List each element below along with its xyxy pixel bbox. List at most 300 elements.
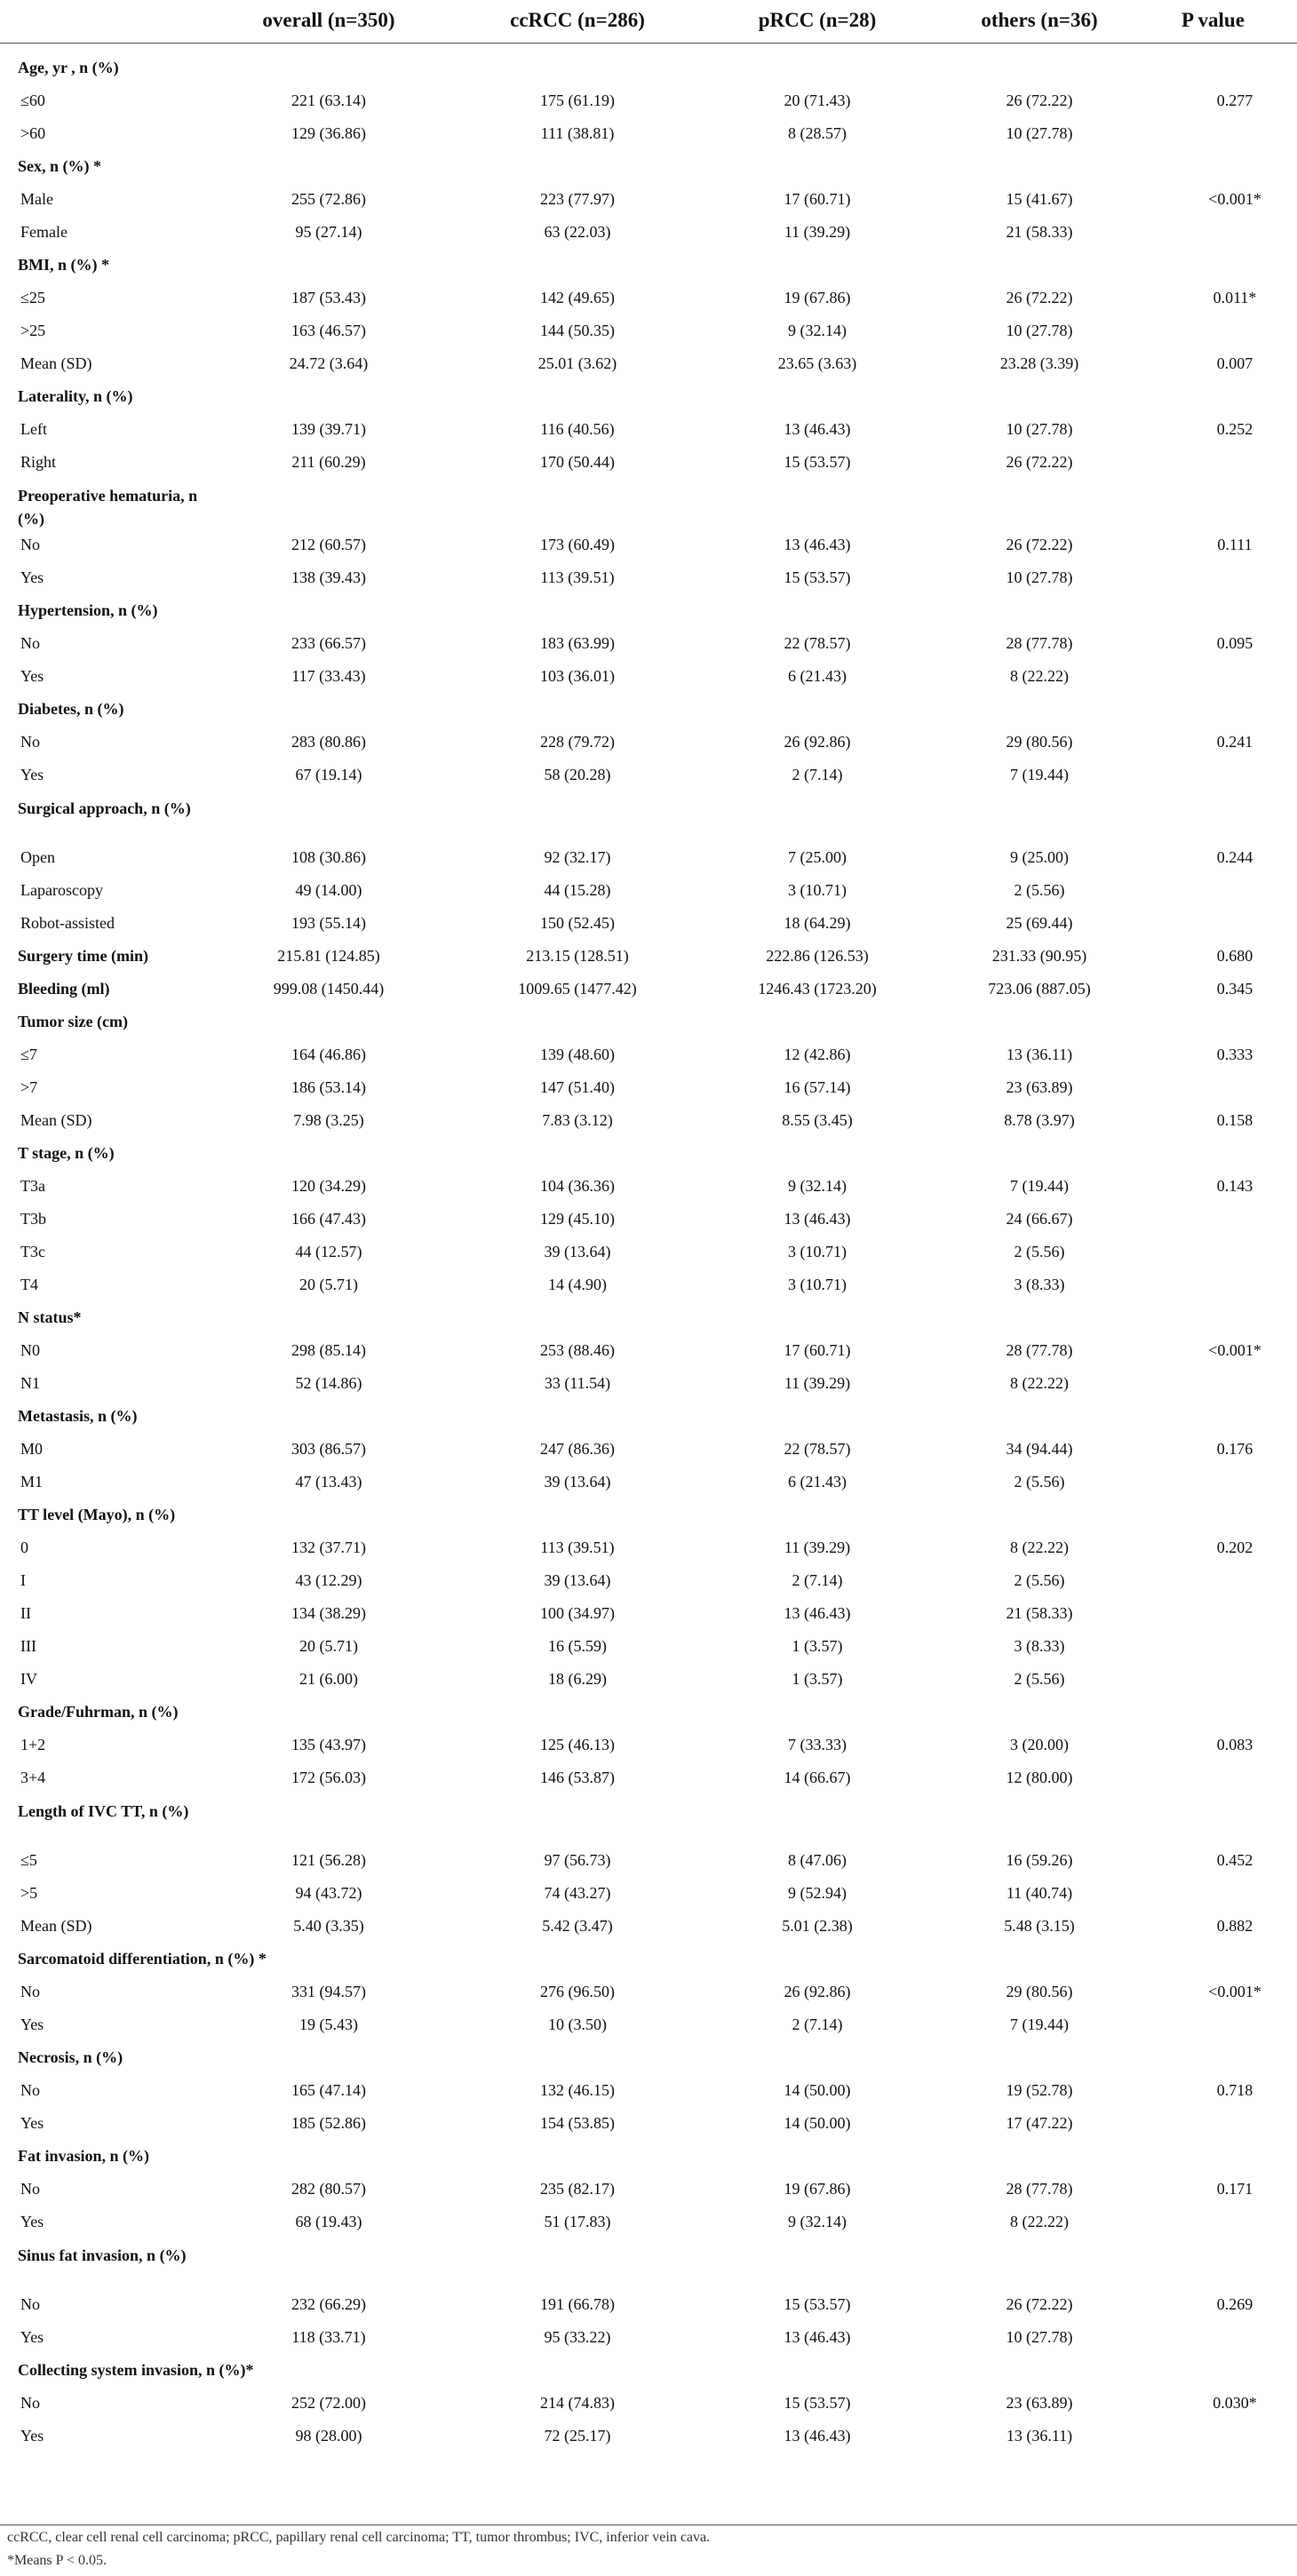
cell-overall: 68 (19.43): [295, 2213, 362, 2230]
table-row: [0, 1844, 1297, 1877]
cell-p-value: [1173, 446, 1297, 479]
cell-prcc: 13 (46.43): [784, 1604, 851, 1622]
row-label: Yes: [20, 2328, 44, 2346]
header-prcc: pRCC (n=28): [758, 9, 877, 31]
section-label: Surgical approach, n (%): [18, 799, 191, 817]
cell-prcc: 3 (10.71): [788, 1276, 847, 1293]
cell-others: 723.06 (887.05): [988, 980, 1091, 998]
header-rule: [0, 43, 1297, 44]
cell-overall: 139 (39.71): [291, 420, 366, 438]
table-row: [0, 413, 1297, 446]
cell-p-value: 0.718: [1216, 2081, 1253, 2099]
row-label: III: [20, 1637, 36, 1655]
cell-prcc: 26 (92.86): [784, 733, 851, 751]
cell-overall: 135 (43.97): [291, 1736, 366, 1753]
cell-prcc: 3 (10.71): [788, 1243, 847, 1260]
cell-overall: 282 (80.57): [291, 2180, 366, 2198]
cell-prcc: 13 (46.43): [784, 420, 851, 438]
cell-prcc: 16 (57.14): [784, 1078, 851, 1096]
cell-overall: 94 (43.72): [295, 1884, 362, 1902]
cell-ccrcc: 125 (46.13): [540, 1736, 615, 1753]
row-label: 1+2: [20, 1736, 46, 1753]
cell-others: 29 (80.56): [1006, 733, 1073, 751]
cell-p-value: 0.269: [1216, 2295, 1253, 2313]
section-label: Necrosis, n (%): [18, 2048, 123, 2066]
cell-overall: 134 (38.29): [291, 1604, 366, 1622]
cell-prcc: 8 (47.06): [788, 1851, 847, 1869]
cell-prcc: 13 (46.43): [784, 2427, 851, 2445]
cell-p-value: 0.244: [1216, 848, 1253, 866]
cell-p-value: [1173, 1268, 1297, 1301]
section-header-row: [0, 1499, 1297, 1531]
row-label: Laparoscopy: [20, 881, 103, 899]
cell-others: 13 (36.11): [1006, 2427, 1073, 2445]
cell-overall: 331 (94.57): [291, 1983, 366, 2000]
table-row: [0, 1170, 1297, 1203]
row-label: T3c: [20, 1243, 45, 1260]
cell-overall: 44 (12.57): [295, 1243, 362, 1260]
table-row: [0, 1433, 1297, 1466]
row-label: Mean (SD): [20, 1917, 92, 1935]
cell-ccrcc: 100 (34.97): [540, 1604, 615, 1622]
cell-ccrcc: 173 (60.49): [540, 536, 615, 553]
section-header-row: [0, 1006, 1297, 1038]
cell-ccrcc: 191 (66.78): [540, 2295, 615, 2313]
section-label: Diabetes, n (%): [18, 700, 124, 718]
cell-prcc: 23.65 (3.63): [777, 354, 857, 372]
cell-ccrcc: 72 (25.17): [544, 2427, 611, 2445]
cell-overall: 283 (80.86): [291, 733, 366, 751]
cell-ccrcc: 276 (96.50): [540, 1983, 615, 2000]
cell-others: 3 (20.00): [1010, 1736, 1069, 1753]
cell-ccrcc: 228 (79.72): [540, 733, 615, 751]
cell-ccrcc: 154 (53.85): [540, 2114, 615, 2132]
cell-prcc: 9 (32.14): [788, 2213, 847, 2230]
table-row: [0, 1071, 1297, 1104]
table-row: [0, 1729, 1297, 1761]
table-row: [0, 2387, 1297, 2420]
cell-p-value: 0.680: [1216, 947, 1253, 965]
cell-others: 21 (58.33): [1006, 1604, 1073, 1622]
table-row: [0, 874, 1297, 907]
cell-prcc: 22 (78.57): [784, 1440, 851, 1458]
cell-ccrcc: 39 (13.64): [544, 1243, 611, 1260]
cell-prcc: 15 (53.57): [784, 568, 851, 586]
cell-others: 10 (27.78): [1006, 2328, 1073, 2346]
cell-ccrcc: 113 (39.51): [540, 1538, 615, 1556]
cell-others: 2 (5.56): [1014, 1473, 1065, 1491]
cell-prcc: 13 (46.43): [784, 1210, 851, 1228]
row-label: I: [20, 1571, 26, 1589]
cell-ccrcc: 25.01 (3.62): [537, 354, 617, 372]
cell-prcc: 9 (52.94): [788, 1884, 847, 1902]
cell-others: 23 (63.89): [1006, 2394, 1073, 2412]
cell-others: 10 (27.78): [1006, 420, 1073, 438]
cell-others: 15 (41.67): [1006, 190, 1073, 208]
cell-others: 17 (47.22): [1006, 2114, 1073, 2132]
cell-p-value: <0.001*: [1208, 1983, 1261, 2000]
cell-others: 2 (5.56): [1014, 1243, 1065, 1260]
table-row: [0, 1466, 1297, 1499]
table-row: [0, 529, 1297, 561]
cell-others: 10 (27.78): [1006, 568, 1073, 586]
row-label: Surgery time (min): [18, 947, 148, 965]
cell-p-value: [1173, 216, 1297, 249]
header-ccrcc: ccRCC (n=286): [510, 9, 645, 31]
cell-prcc: 17 (60.71): [784, 190, 851, 208]
table-header-row: [0, 0, 1297, 41]
cell-p-value: 0.111: [1217, 536, 1253, 553]
cell-prcc: 8 (28.57): [788, 124, 847, 142]
table-row: [0, 973, 1297, 1006]
row-label: Bleeding (ml): [18, 980, 110, 998]
row-label: No: [20, 634, 40, 652]
row-label: Robot-assisted: [20, 914, 115, 932]
table-row: [0, 627, 1297, 660]
header-overall: overall (n=350): [262, 9, 395, 31]
cell-overall: 21 (6.00): [299, 1670, 358, 1688]
row-label: ≤60: [20, 91, 45, 109]
section-label: Grade/Fuhrman, n (%): [18, 1703, 179, 1721]
row-label: Yes: [20, 667, 44, 685]
table-row: [0, 660, 1297, 693]
row-label: Yes: [20, 766, 44, 783]
cell-prcc: 17 (60.71): [784, 1341, 851, 1359]
cell-ccrcc: 44 (15.28): [544, 881, 611, 899]
table-row: [0, 1910, 1297, 1943]
section-header-row: [0, 479, 1297, 529]
row-label: 3+4: [20, 1769, 46, 1786]
cell-prcc: 15 (53.57): [784, 2295, 851, 2313]
cell-overall: 999.08 (1450.44): [273, 980, 385, 998]
cell-p-value: 0.095: [1216, 634, 1253, 652]
cell-overall: 117 (33.43): [291, 667, 366, 685]
cell-ccrcc: 103 (36.01): [540, 667, 615, 685]
cell-overall: 118 (33.71): [291, 2328, 366, 2346]
cell-overall: 221 (63.14): [291, 91, 366, 109]
cell-ccrcc: 51 (17.83): [544, 2213, 611, 2230]
row-label: No: [20, 2394, 40, 2412]
cell-prcc: 15 (53.57): [784, 2394, 851, 2412]
cell-prcc: 1246.43 (1723.20): [758, 980, 877, 998]
cell-p-value: [1173, 907, 1297, 940]
table-row: [0, 1877, 1297, 1910]
row-label: T3b: [20, 1210, 46, 1228]
cell-others: 2 (5.56): [1014, 1670, 1065, 1688]
cell-overall: 138 (39.43): [291, 568, 366, 586]
cell-ccrcc: 183 (63.99): [540, 634, 615, 652]
cell-others: 26 (72.22): [1006, 91, 1073, 109]
cell-overall: 211 (60.29): [291, 453, 366, 471]
section-header-row: [0, 2041, 1297, 2074]
cell-others: 28 (77.78): [1006, 2180, 1073, 2198]
table-row: [0, 940, 1297, 973]
cell-overall: 20 (5.71): [299, 1637, 358, 1655]
cell-others: 29 (80.56): [1006, 1983, 1073, 2000]
cell-p-value: 0.452: [1216, 1851, 1253, 1869]
cell-others: 19 (52.78): [1006, 2081, 1073, 2099]
cell-p-value: 0.030*: [1213, 2394, 1257, 2412]
cell-others: 10 (27.78): [1006, 124, 1073, 142]
table-row: [0, 726, 1297, 759]
cell-others: 26 (72.22): [1006, 536, 1073, 553]
cell-ccrcc: 10 (3.50): [548, 2015, 607, 2033]
cell-prcc: 14 (50.00): [784, 2114, 851, 2132]
header-p-value: P value: [1182, 9, 1245, 31]
cell-ccrcc: 116 (40.56): [540, 420, 615, 438]
cell-overall: 108 (30.86): [291, 848, 366, 866]
cell-ccrcc: 92 (32.17): [544, 848, 611, 866]
cell-others: 10 (27.78): [1006, 322, 1073, 339]
cell-others: 12 (80.00): [1006, 1769, 1073, 1786]
section-header-row: [0, 1943, 1297, 1976]
table-row: [0, 561, 1297, 594]
section-label: Sinus fat invasion, n (%): [18, 2246, 187, 2264]
table-row: [0, 1268, 1297, 1301]
cell-overall: 298 (85.14): [291, 1341, 366, 1359]
cell-ccrcc: 39 (13.64): [544, 1571, 611, 1589]
cell-others: 23.28 (3.39): [999, 354, 1079, 372]
section-header-row: [0, 249, 1297, 282]
cell-prcc: 19 (67.86): [784, 289, 851, 306]
cell-prcc: 14 (50.00): [784, 2081, 851, 2099]
section-header-row: [0, 2354, 1297, 2387]
cell-ccrcc: 214 (74.83): [540, 2394, 615, 2412]
cell-prcc: 22 (78.57): [784, 634, 851, 652]
cell-prcc: 11 (39.29): [784, 1538, 851, 1556]
cell-p-value: <0.001*: [1208, 190, 1261, 208]
cell-others: 2 (5.56): [1014, 881, 1065, 899]
header-others: others (n=36): [981, 9, 1098, 31]
cell-others: 7 (19.44): [1010, 766, 1069, 783]
cell-others: 28 (77.78): [1006, 1341, 1073, 1359]
row-label: Mean (SD): [20, 354, 92, 372]
section-header-row: [0, 2140, 1297, 2173]
table-row: [0, 347, 1297, 380]
cell-overall: 132 (37.71): [291, 1538, 366, 1556]
cell-overall: 172 (56.03): [291, 1769, 366, 1786]
table-row: [0, 1334, 1297, 1367]
row-label: ≤5: [20, 1851, 37, 1869]
cell-ccrcc: 170 (50.44): [540, 453, 615, 471]
cell-ccrcc: 213.15 (128.51): [526, 947, 629, 965]
cell-overall: 232 (66.29): [291, 2295, 366, 2313]
cell-overall: 43 (12.29): [295, 1571, 362, 1589]
cell-p-value: 0.882: [1216, 1917, 1253, 1935]
cell-prcc: 3 (10.71): [788, 881, 847, 899]
cell-p-value: 0.277: [1216, 91, 1253, 109]
section-label: Collecting system invasion, n (%)*: [18, 2361, 254, 2379]
section-header-row: [0, 1794, 1297, 1844]
cell-overall: 120 (34.29): [291, 1177, 366, 1195]
cell-overall: 212 (60.57): [291, 536, 366, 553]
cell-others: 3 (8.33): [1014, 1637, 1065, 1655]
cell-p-value: [1173, 2420, 1297, 2453]
cell-overall: 255 (72.86): [291, 190, 366, 208]
footnote-significance: *Means P < 0.05.: [7, 2553, 107, 2568]
cell-overall: 164 (46.86): [291, 1046, 366, 1063]
row-label: IV: [20, 1670, 37, 1688]
table-row: [0, 84, 1297, 117]
cell-others: 5.48 (3.15): [1004, 1917, 1075, 1935]
cell-ccrcc: 113 (39.51): [540, 568, 615, 586]
section-label: Sex, n (%) *: [18, 157, 101, 175]
cell-ccrcc: 247 (86.36): [540, 1440, 615, 1458]
cell-p-value: [1173, 1630, 1297, 1663]
table-row: [0, 282, 1297, 314]
cell-overall: 215.81 (124.85): [277, 947, 380, 965]
row-label: No: [20, 536, 40, 553]
cell-ccrcc: 223 (77.97): [540, 190, 615, 208]
cell-ccrcc: 5.42 (3.47): [542, 1917, 613, 1935]
table-row: [0, 2173, 1297, 2206]
cell-ccrcc: 63 (22.03): [544, 223, 611, 241]
cell-p-value: 0.176: [1216, 1440, 1253, 1458]
cell-overall: 129 (36.86): [291, 124, 366, 142]
section-label: N status*: [18, 1308, 82, 1326]
cell-others: 26 (72.22): [1006, 453, 1073, 471]
cell-ccrcc: 144 (50.35): [540, 322, 615, 339]
cell-p-value: [1173, 1877, 1297, 1910]
table-row: [0, 1761, 1297, 1794]
cell-p-value: <0.001*: [1208, 1341, 1261, 1359]
section-header-row: [0, 1400, 1297, 1433]
cell-ccrcc: 253 (88.46): [540, 1341, 615, 1359]
cell-prcc: 8.55 (3.45): [782, 1111, 853, 1129]
cell-prcc: 13 (46.43): [784, 2328, 851, 2346]
cell-overall: 252 (72.00): [291, 2394, 366, 2412]
cell-p-value: [1173, 314, 1297, 347]
cell-prcc: 6 (21.43): [788, 667, 847, 685]
cell-overall: 166 (47.43): [291, 1210, 366, 1228]
cell-ccrcc: 7.83 (3.12): [542, 1111, 613, 1129]
section-header-row: [0, 791, 1297, 841]
cell-prcc: 20 (71.43): [784, 91, 851, 109]
cell-overall: 303 (86.57): [291, 1440, 366, 1458]
row-label: No: [20, 2081, 40, 2099]
cell-p-value: [1173, 2107, 1297, 2140]
cell-others: 23 (63.89): [1006, 1078, 1073, 1096]
cell-ccrcc: 150 (52.45): [540, 914, 615, 932]
cell-p-value: 0.202: [1216, 1538, 1253, 1556]
table-row: [0, 2321, 1297, 2354]
cell-others: 8.78 (3.97): [1004, 1111, 1075, 1129]
cell-p-value: 0.143: [1216, 1177, 1253, 1195]
row-label: II: [20, 1604, 31, 1622]
cell-prcc: 9 (32.14): [788, 1177, 847, 1195]
row-label: Mean (SD): [20, 1111, 92, 1129]
section-label: Sarcomatoid differentiation, n (%) *: [18, 1950, 267, 1968]
cell-ccrcc: 235 (82.17): [540, 2180, 615, 2198]
cell-p-value: [1173, 1564, 1297, 1597]
cell-ccrcc: 104 (36.36): [540, 1177, 615, 1195]
cell-prcc: 11 (39.29): [784, 1374, 851, 1392]
cell-prcc: 9 (32.14): [788, 322, 847, 339]
cell-others: 34 (94.44): [1006, 1440, 1073, 1458]
cell-p-value: [1173, 2206, 1297, 2238]
cell-others: 8 (22.22): [1010, 667, 1069, 685]
cell-overall: 20 (5.71): [299, 1276, 358, 1293]
row-label: No: [20, 2295, 40, 2313]
cell-ccrcc: 139 (48.60): [540, 1046, 615, 1063]
cell-others: 9 (25.00): [1010, 848, 1069, 866]
cell-p-value: [1173, 1466, 1297, 1499]
cell-p-value: [1173, 1367, 1297, 1400]
cell-others: 13 (36.11): [1006, 1046, 1073, 1063]
cell-ccrcc: 33 (11.54): [544, 1374, 611, 1392]
cell-others: 7 (19.44): [1010, 2015, 1069, 2033]
row-label: Left: [20, 420, 47, 438]
row-label: Yes: [20, 2427, 44, 2445]
cell-ccrcc: 16 (5.59): [548, 1637, 607, 1655]
table-row: [0, 446, 1297, 479]
cell-overall: 7.98 (3.25): [293, 1111, 364, 1129]
row-label: ≤25: [20, 289, 45, 306]
table-row: [0, 183, 1297, 216]
table-row: [0, 759, 1297, 791]
cell-p-value: 0.333: [1216, 1046, 1253, 1063]
cell-overall: 163 (46.57): [291, 322, 366, 339]
cell-p-value: [1173, 2008, 1297, 2041]
cell-p-value: [1173, 2321, 1297, 2354]
cell-prcc: 2 (7.14): [792, 2015, 843, 2033]
table-row: [0, 1630, 1297, 1663]
row-label: Yes: [20, 2213, 44, 2230]
cell-p-value: [1173, 1203, 1297, 1236]
section-header-row: [0, 2238, 1297, 2288]
table-row: [0, 2008, 1297, 2041]
row-label: N0: [20, 1341, 40, 1359]
footnote-abbreviations: ccRCC, clear cell renal cell carcinoma; pRCC, papillary renal cell carcinoma; TT, tumor thrombus; IVC, inferior vein cava.: [7, 2530, 711, 2545]
cell-others: 26 (72.22): [1006, 2295, 1073, 2313]
row-label: Yes: [20, 568, 44, 586]
cell-others: 28 (77.78): [1006, 634, 1073, 652]
cell-overall: 187 (53.43): [291, 289, 366, 306]
cell-prcc: 6 (21.43): [788, 1473, 847, 1491]
cell-others: 7 (19.44): [1010, 1177, 1069, 1195]
row-label: N1: [20, 1374, 40, 1392]
cell-prcc: 1 (3.57): [792, 1637, 843, 1655]
cell-others: 26 (72.22): [1006, 289, 1073, 306]
table-row: [0, 1564, 1297, 1597]
cell-ccrcc: 146 (53.87): [540, 1769, 615, 1786]
cell-p-value: 0.011*: [1213, 289, 1257, 306]
cell-overall: 67 (19.14): [295, 766, 362, 783]
cell-ccrcc: 39 (13.64): [544, 1473, 611, 1491]
cell-ccrcc: 111 (38.81): [540, 124, 615, 142]
section-label: Tumor size (cm): [18, 1013, 128, 1030]
cell-p-value: 0.252: [1216, 420, 1253, 438]
cell-others: 231.33 (90.95): [991, 947, 1087, 965]
cell-prcc: 19 (67.86): [784, 2180, 851, 2198]
cell-p-value: [1173, 561, 1297, 594]
table-row: [0, 314, 1297, 347]
cell-prcc: 13 (46.43): [784, 536, 851, 553]
table-row: [0, 1531, 1297, 1564]
cell-ccrcc: 129 (45.10): [540, 1210, 615, 1228]
cell-prcc: 11 (39.29): [784, 223, 851, 241]
table-row: [0, 2074, 1297, 2107]
cell-others: 3 (8.33): [1014, 1276, 1065, 1293]
cell-overall: 19 (5.43): [299, 2015, 358, 2033]
cell-prcc: 5.01 (2.38): [782, 1917, 853, 1935]
section-header-row: [0, 1137, 1297, 1170]
row-label: Yes: [20, 2114, 44, 2132]
cell-ccrcc: 97 (56.73): [544, 1851, 611, 1869]
cell-ccrcc: 132 (46.15): [540, 2081, 615, 2099]
cell-prcc: 18 (64.29): [784, 914, 851, 932]
section-label: TT level (Mayo), n (%): [18, 1506, 176, 1523]
